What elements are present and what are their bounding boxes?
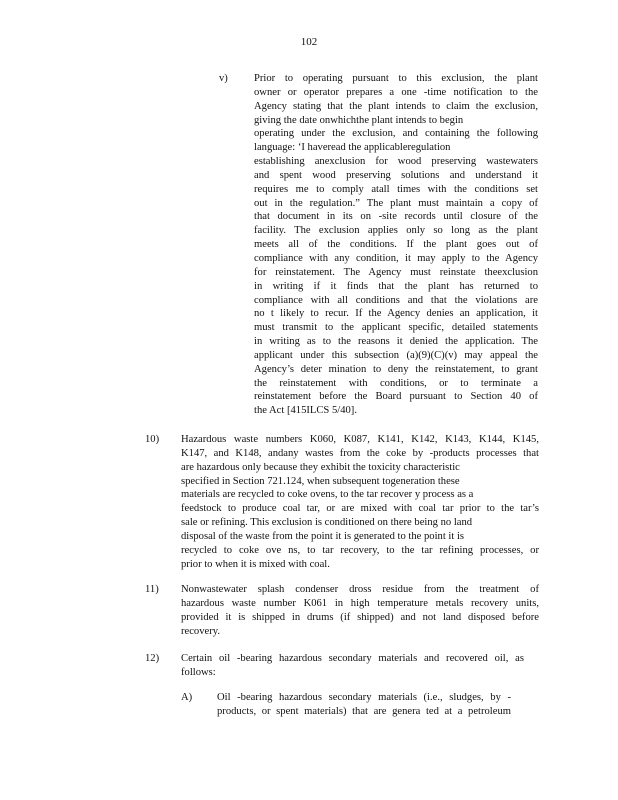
text-line: Oil -bearing hazardous secondary materials (i.e., sludges, by - bbox=[217, 692, 511, 703]
paragraph-item-v bbox=[254, 72, 538, 418]
text-line: Prior to operating pursuant to this exclusion, the plant bbox=[254, 73, 538, 84]
text-line: hazardous waste number K061 in high temperature metals recovery units, bbox=[181, 597, 539, 609]
text-line: feedstock to produce coal tar, or are mixed with coal tar prior to the tar’s bbox=[181, 503, 539, 515]
text-line: establishing anexclusion for wood preserving wastewaters bbox=[254, 156, 538, 168]
item-marker: 10) bbox=[145, 434, 160, 445]
item-marker: 12) bbox=[145, 653, 160, 664]
text-line: operating under the exclusion, and containing the following bbox=[254, 128, 538, 140]
text-line: recycled to coke ove ns, to tar recovery, to the tar refining processes, or bbox=[181, 544, 539, 556]
text-line: meets all of the conditions. If the plant goes out of bbox=[254, 239, 538, 251]
text-line: Agency’s deter mination to deny the reinstatement, to grant bbox=[254, 363, 538, 375]
text-line: compliance with all conditions and that the violations are bbox=[254, 294, 538, 306]
text-line: follows: bbox=[181, 666, 216, 678]
text-line: provided it is shipped in drums (if shipped) and not land disposed before bbox=[181, 611, 539, 623]
text-line: Nonwastewater splash condenser dross residue from the treatment of bbox=[181, 584, 539, 595]
text-line: recovery. bbox=[181, 625, 221, 637]
paragraph-item-12 bbox=[181, 652, 524, 680]
text-line: no t likely to recur. If the Agency denies an application, it bbox=[254, 308, 538, 320]
text-line: Agency stating that the plant intends to claim the exclusion, bbox=[254, 100, 538, 112]
text-line: compliance with any condition, it may apply to the Agency bbox=[254, 252, 538, 264]
text-line: owner or operator prepares a one -time notification to the bbox=[254, 86, 538, 98]
text-line: in writing as to the reasons it denied the application. The bbox=[254, 336, 538, 348]
text-line: out in the regulation.” The plant must maintain a copy of bbox=[254, 197, 538, 209]
text-line: K147, and K148, andany wastes from the coke by -products processes that bbox=[181, 447, 539, 459]
item-marker: v) bbox=[219, 73, 228, 84]
text-line: sale or refining. This exclusion is conditioned on there being no land bbox=[181, 517, 473, 529]
text-line: for reinstatement. The Agency must reinstate theexclusion bbox=[254, 266, 538, 278]
paragraph-item-a bbox=[217, 691, 511, 719]
page-number: 102 bbox=[300, 36, 318, 48]
text-line: Certain oil -bearing hazardous secondary materials and recovered oil, as bbox=[181, 653, 524, 664]
text-line: the reinstatement with conditions, or to terminate a bbox=[254, 377, 538, 389]
text-line: materials are recycled to coke ovens, to the tar recover y process as a bbox=[181, 489, 474, 501]
text-line: language: ‘I haveread the applicableregulation bbox=[254, 142, 451, 154]
text-line: that document in its on -site records until closure of the bbox=[254, 211, 538, 223]
text-line: must transmit to the applicant specific, detailed statements bbox=[254, 322, 538, 334]
item-marker: 11) bbox=[145, 584, 159, 595]
text-line: applicant under this subsection (a)(9)(C)(v) may appeal the bbox=[254, 349, 538, 361]
text-line: facility. The exclusion applies only so long as the plant bbox=[254, 225, 538, 237]
text-line: giving the date onwhichthe plant intends to begin bbox=[254, 114, 464, 126]
text-line: products, or spent materials) that are genera ted at a petroleum bbox=[217, 705, 511, 717]
item-marker: A) bbox=[181, 692, 193, 703]
paragraph-item-11 bbox=[181, 583, 539, 638]
text-line: and spent wood preserving solutions and understand it bbox=[254, 169, 538, 181]
text-line: requires me to comply atall times with the conditions set bbox=[254, 183, 538, 195]
text-line: specified in Section 721.124, when subsequent togeneration these bbox=[181, 475, 460, 487]
text-line: Hazardous waste numbers K060, K087, K141, K142, K143, K144, K145, bbox=[181, 434, 539, 445]
paragraph-item-10 bbox=[181, 433, 539, 571]
text-line: are hazardous only because they exhibit the toxicity characteristic bbox=[181, 461, 460, 473]
text-line: prior to when it is mixed with coal. bbox=[181, 558, 330, 570]
text-line: disposal of the waste from the point it is generated to the point it is bbox=[181, 530, 465, 542]
text-line: the Act [415ILCS 5/40]. bbox=[254, 405, 357, 417]
text-line: in writing if it finds that the plant has returned to bbox=[254, 280, 538, 292]
text-line: reinstatement before the Board pursuant to Section 40 of bbox=[254, 391, 538, 403]
